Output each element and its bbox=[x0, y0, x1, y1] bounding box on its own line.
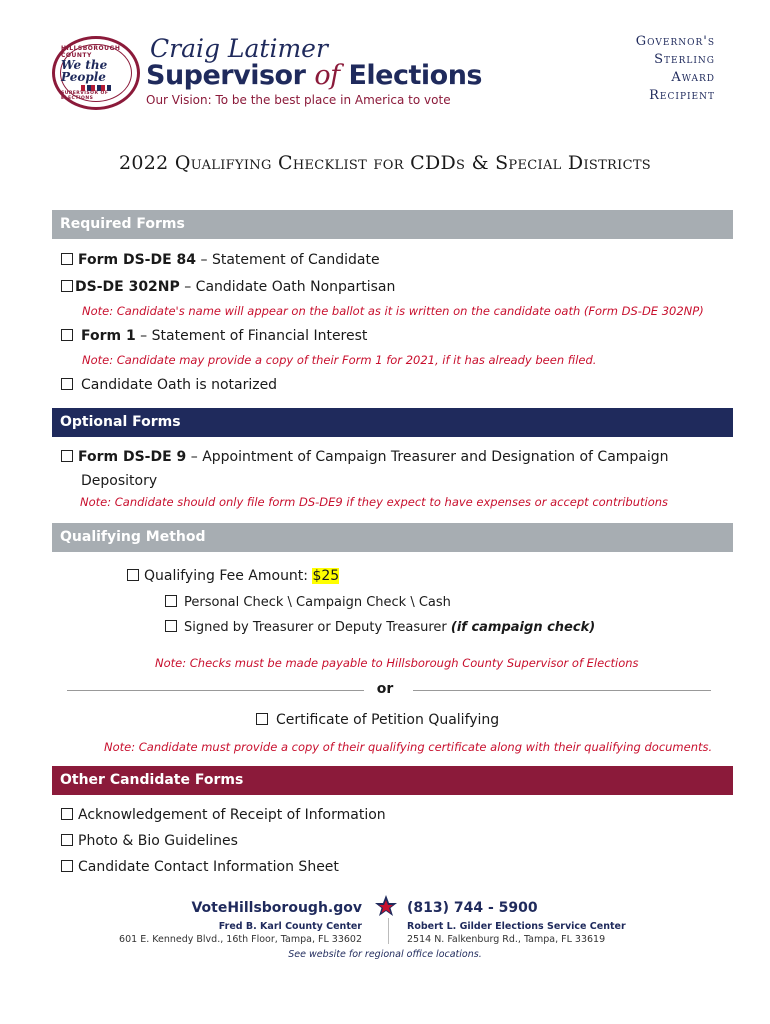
award-line-3: Award bbox=[671, 70, 715, 85]
checkbox[interactable] bbox=[165, 595, 177, 607]
checklist-item-acknowledgement bbox=[61, 807, 386, 823]
note-petition: Note: Candidate must provide a copy of their qualifying certificate along with their qualifying documents. bbox=[104, 740, 713, 754]
note-checks: Note: Checks must be made payable to Hillsborough County Supervisor of Elections bbox=[155, 656, 639, 670]
office-title-a: Supervisor bbox=[146, 60, 306, 91]
seal-inner bbox=[60, 44, 132, 102]
checkbox[interactable] bbox=[61, 450, 73, 462]
form-code: Form 1 bbox=[81, 328, 136, 344]
item-text: Photo & Bio Guidelines bbox=[78, 833, 238, 849]
note-candidate-name: Note: Candidate's name will appear on the ballot as it is written on the candidate oath (Form DS-DE 302NP) bbox=[82, 304, 704, 318]
supervisor-name: Craig Latimer bbox=[150, 34, 328, 63]
treasurer-signature-item bbox=[165, 620, 595, 635]
divider-right bbox=[413, 690, 711, 691]
checkbox[interactable] bbox=[61, 280, 73, 292]
other-forms-heading: Other Candidate Forms bbox=[52, 766, 733, 795]
award-line-1: Governor's bbox=[635, 34, 715, 49]
item-text: Candidate Contact Information Sheet bbox=[78, 859, 339, 875]
footer-note: See website for regional office locations. bbox=[288, 949, 482, 960]
checkbox[interactable] bbox=[256, 713, 268, 725]
seal-top-text: HILLSBOROUGH COUNTY bbox=[61, 45, 121, 59]
fee-amount: $25 bbox=[312, 568, 340, 584]
checkbox[interactable] bbox=[61, 808, 73, 820]
note-form-1: Note: Candidate may provide a copy of their Form 1 for 2021, if it has already been filed. bbox=[82, 353, 597, 367]
item-text: Signed by Treasurer or Deputy Treasurer bbox=[184, 620, 451, 635]
checklist-item-form-1 bbox=[61, 328, 367, 344]
checkbox[interactable] bbox=[165, 620, 177, 632]
seal-logo bbox=[52, 36, 140, 110]
form-desc: – Statement of Candidate bbox=[196, 252, 380, 268]
page-title: 2022 Qualifying Checklist for CDDs & Special Districts bbox=[118, 152, 652, 174]
checkbox[interactable] bbox=[61, 329, 73, 341]
checklist-item-ds-de-302np bbox=[61, 279, 395, 295]
item-text: Personal Check \ Campaign Check \ Cash bbox=[184, 595, 451, 610]
form-desc: – Appointment of Campaign Treasurer and Designation of Campaign bbox=[186, 449, 669, 465]
checkbox[interactable] bbox=[127, 569, 139, 581]
fee-label: Qualifying Fee Amount: bbox=[144, 568, 313, 584]
right-office-name: Robert L. Gilder Elections Service Center bbox=[407, 921, 626, 932]
checklist-item-ds-de-9 bbox=[61, 449, 669, 465]
award-block bbox=[636, 33, 715, 105]
form-desc-continued: Depository bbox=[81, 473, 158, 489]
checkbox[interactable] bbox=[61, 378, 73, 390]
or-separator: or bbox=[376, 681, 394, 697]
item-text: Certificate of Petition Qualifying bbox=[276, 712, 500, 728]
vision-statement: Our Vision: To be the best place in America to vote bbox=[146, 93, 451, 107]
seal-bottom-text: SUPERVISOR OF ELECTIONS bbox=[61, 91, 109, 101]
checkbox[interactable] bbox=[61, 834, 73, 846]
right-office-address: 2514 N. Falkenburg Rd., Tampa, FL 33619 bbox=[407, 934, 606, 945]
footer-divider bbox=[388, 918, 389, 944]
checkbox[interactable] bbox=[61, 253, 73, 265]
item-text: Candidate Oath is notarized bbox=[81, 377, 278, 393]
left-office-address: 601 E. Kennedy Blvd., 16th Floor, Tampa, FL 33602 bbox=[119, 934, 362, 945]
checklist-item-contact-sheet bbox=[61, 859, 339, 875]
left-office-name: Fred B. Karl County Center bbox=[218, 921, 362, 932]
website-link[interactable]: VoteHillsborough.gov bbox=[191, 900, 362, 916]
checklist-item-ds-de-84 bbox=[61, 252, 380, 268]
checklist-item-photo-bio bbox=[61, 833, 238, 849]
note-ds-de-9: Note: Candidate should only file form DS-DE9 if they expect to have expenses or accept contributions bbox=[80, 495, 669, 509]
checklist-item-oath-notarized bbox=[61, 377, 277, 393]
item-emphasis: (if campaign check) bbox=[450, 620, 596, 635]
office-title-of: of bbox=[314, 60, 340, 91]
petition-qualifying-item bbox=[256, 712, 499, 728]
checkbox[interactable] bbox=[61, 860, 73, 872]
qualifying-method-heading: Qualifying Method bbox=[52, 523, 733, 552]
payment-method-item bbox=[165, 595, 451, 610]
qualifying-fee-item bbox=[127, 568, 339, 584]
form-desc: – Candidate Oath Nonpartisan bbox=[179, 279, 396, 295]
award-line-4: Recipient bbox=[649, 88, 715, 103]
award-line-2: Sterling bbox=[654, 52, 715, 67]
seal-main-text: We the People bbox=[61, 58, 108, 84]
form-desc: – Statement of Financial Interest bbox=[135, 328, 368, 344]
item-text: Acknowledgement of Receipt of Information bbox=[78, 807, 386, 823]
optional-forms-heading: Optional Forms bbox=[52, 408, 733, 437]
required-forms-heading: Required Forms bbox=[52, 210, 733, 239]
star-icon bbox=[374, 894, 398, 918]
form-code: Form DS-DE 9 bbox=[78, 449, 187, 465]
form-code: DS-DE 302NP bbox=[75, 279, 180, 295]
phone-number[interactable]: (813) 744 - 5900 bbox=[407, 900, 538, 916]
office-title-b: Elections bbox=[348, 60, 483, 91]
form-code: Form DS-DE 84 bbox=[78, 252, 197, 268]
office-title bbox=[146, 60, 482, 91]
